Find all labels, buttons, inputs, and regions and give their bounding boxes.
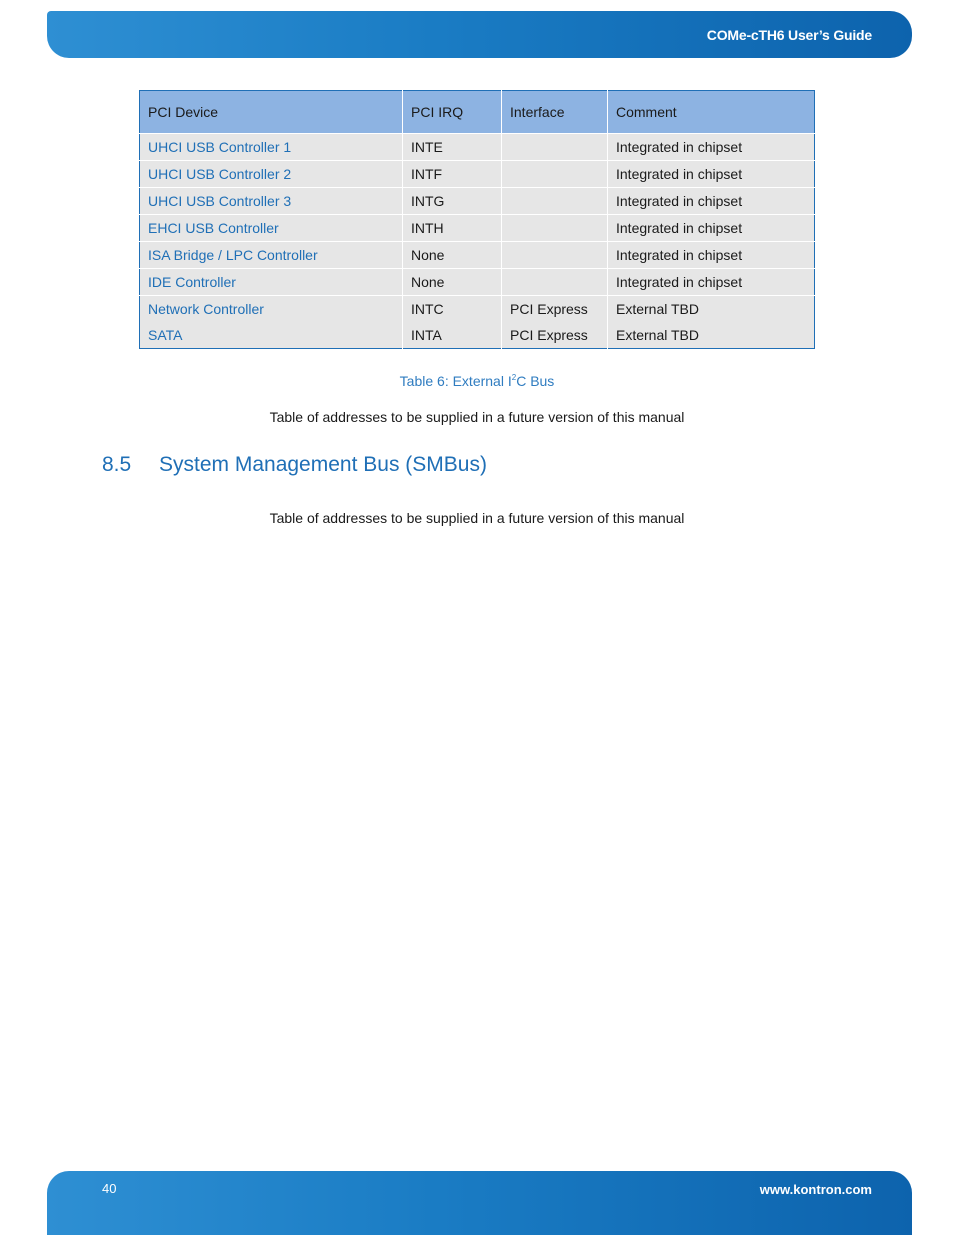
website-link[interactable]: www.kontron.com [759,1182,872,1197]
table-row [140,215,815,242]
table-row [140,161,815,188]
device-link[interactable]: UHCI USB Controller 2 [140,161,403,188]
column-header-comment: Comment [608,91,815,134]
interface-cell [502,134,608,161]
device-link[interactable]: UHCI USB Controller 1 [140,134,403,161]
interface-cell: PCI Express [502,322,608,349]
column-header-interface: Interface [502,91,608,134]
comment-cell: Integrated in chipset [608,242,815,269]
irq-cell: INTH [403,215,502,242]
table-row [140,296,815,323]
interface-cell [502,161,608,188]
comment-cell: Integrated in chipset [608,161,815,188]
placeholder-paragraph-smbus: Table of addresses to be supplied in a future version of this manual [269,510,685,526]
device-link[interactable]: Network Controller [140,296,403,323]
table-header-row [140,91,815,134]
device-link[interactable]: ISA Bridge / LPC Controller [140,242,403,269]
section-number: 8.5 [102,453,132,476]
comment-cell: External TBD [608,296,815,323]
comment-cell: Integrated in chipset [608,269,815,296]
table-row [140,322,815,349]
irq-cell: INTF [403,161,502,188]
irq-cell: INTA [403,322,502,349]
section-heading [102,453,487,477]
comment-cell: Integrated in chipset [608,134,815,161]
placeholder-paragraph: Table of addresses to be supplied in a future version of this manual [269,409,685,425]
table-caption [0,373,954,389]
interface-cell: PCI Express [502,296,608,323]
comment-cell: Integrated in chipset [608,188,815,215]
irq-cell: None [403,269,502,296]
column-header-pci-device: PCI Device [140,91,403,134]
page-header [47,11,912,58]
irq-cell: INTE [403,134,502,161]
table-row [140,242,815,269]
table-row [140,269,815,296]
caption-text: Table 6: External I [399,373,512,389]
device-link[interactable]: SATA [140,322,403,349]
interface-cell [502,215,608,242]
caption-superscript: 2 [511,373,517,382]
interface-cell [502,242,608,269]
interface-cell [502,269,608,296]
irq-cell: None [403,242,502,269]
comment-cell: External TBD [608,322,815,349]
document-title: COMe-cTH6 User’s Guide [706,27,872,43]
device-link[interactable]: IDE Controller [140,269,403,296]
irq-cell: INTC [403,296,502,323]
comment-cell: Integrated in chipset [608,215,815,242]
interface-cell [502,188,608,215]
page-footer [47,1171,912,1235]
column-header-pci-irq: PCI IRQ [403,91,502,134]
page-number: 40 [102,1181,117,1196]
table-row [140,188,815,215]
pci-interrupt-table [139,90,815,349]
section-title: System Management Bus (SMBus) [159,453,487,476]
device-link[interactable]: UHCI USB Controller 3 [140,188,403,215]
irq-cell: INTG [403,188,502,215]
caption-text-suffix: C Bus [516,373,555,389]
device-link[interactable]: EHCI USB Controller [140,215,403,242]
table-row [140,134,815,161]
